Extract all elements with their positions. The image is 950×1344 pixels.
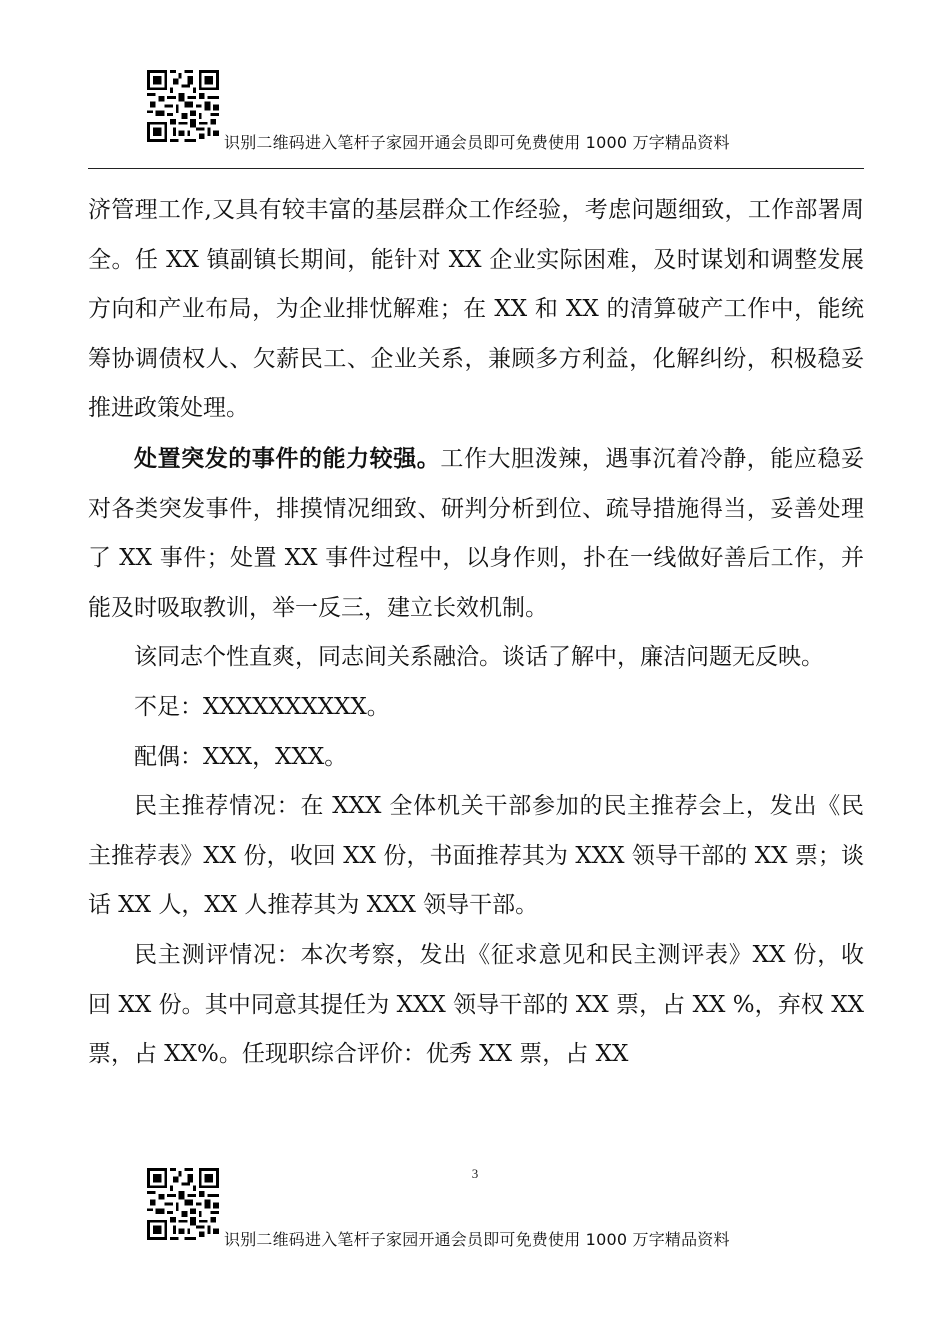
paragraph: 民主测评情况：本次考察，发出《征求意见和民主测评表》XX 份，收回 XX 份。其中同意其提任为 XXX 领导干部的 XX 票，占 XX %，弃权 XX 票，占 XX%。任现职综合评价：优秀 XX 票，占 XX: [88, 941, 864, 1068]
page-number: 3: [471, 1166, 479, 1181]
footer-banner: 识别二维码进入笔杆子家园开通会员即可免费使用 1000 万字精品资料: [224, 1230, 730, 1249]
paragraph: [88, 434, 864, 633]
document-body: [88, 186, 864, 1080]
paragraph: 民主推荐情况：在 XXX 全体机关干部参加的民主推荐会上，发出《民主推荐表》XX 份，收回 XX 份，书面推荐其为 XXX 领导干部的 XX 票；谈话 XX 人，XX 人推荐其为 XXX 领导干部。: [88, 793, 864, 919]
qr-code-icon: [147, 1168, 219, 1240]
paragraph: 济管理工作,又具有较丰富的基层群众工作经验，考虑问题细致，工作部署周全。任 XX 镇副镇长期间，能针对 XX 企业实际困难，及时谋划和调整发展方向和产业布局，为企业排忧解难；在 XX 和 XX 的清算破产工作中，能统筹协调债权人、欠薪民工、企业关系，兼顾多方利益，化解纠纷，积极稳妥推进政策处理。: [88, 197, 864, 422]
paragraph: 不足：XXXXXXXXXX。: [134, 693, 390, 720]
paragraph: 配偶：XXX，XXX。: [134, 743, 348, 770]
paragraph: 该同志个性直爽，同志间关系融洽。谈话了解中，廉洁问题无反映。: [134, 644, 824, 671]
qr-code-icon: [147, 70, 219, 142]
paragraph-text: 工作大胆泼辣，遇事沉着冷静，能应稳妥对各类突发事件，排摸情况细致、研判分析到位、疏导措施得当，妥善处理了 XX 事件；处置 XX 事件过程中，以身作则，扑在一线做好善后工作，并能及时吸取教训，举一反三，建立长效机制。: [88, 445, 865, 621]
bold-lead: 处置突发的事件的能力较强。: [134, 444, 441, 472]
header-divider: [88, 168, 864, 169]
header-banner: 识别二维码进入笔杆子家园开通会员即可免费使用 1000 万字精品资料: [224, 133, 730, 152]
